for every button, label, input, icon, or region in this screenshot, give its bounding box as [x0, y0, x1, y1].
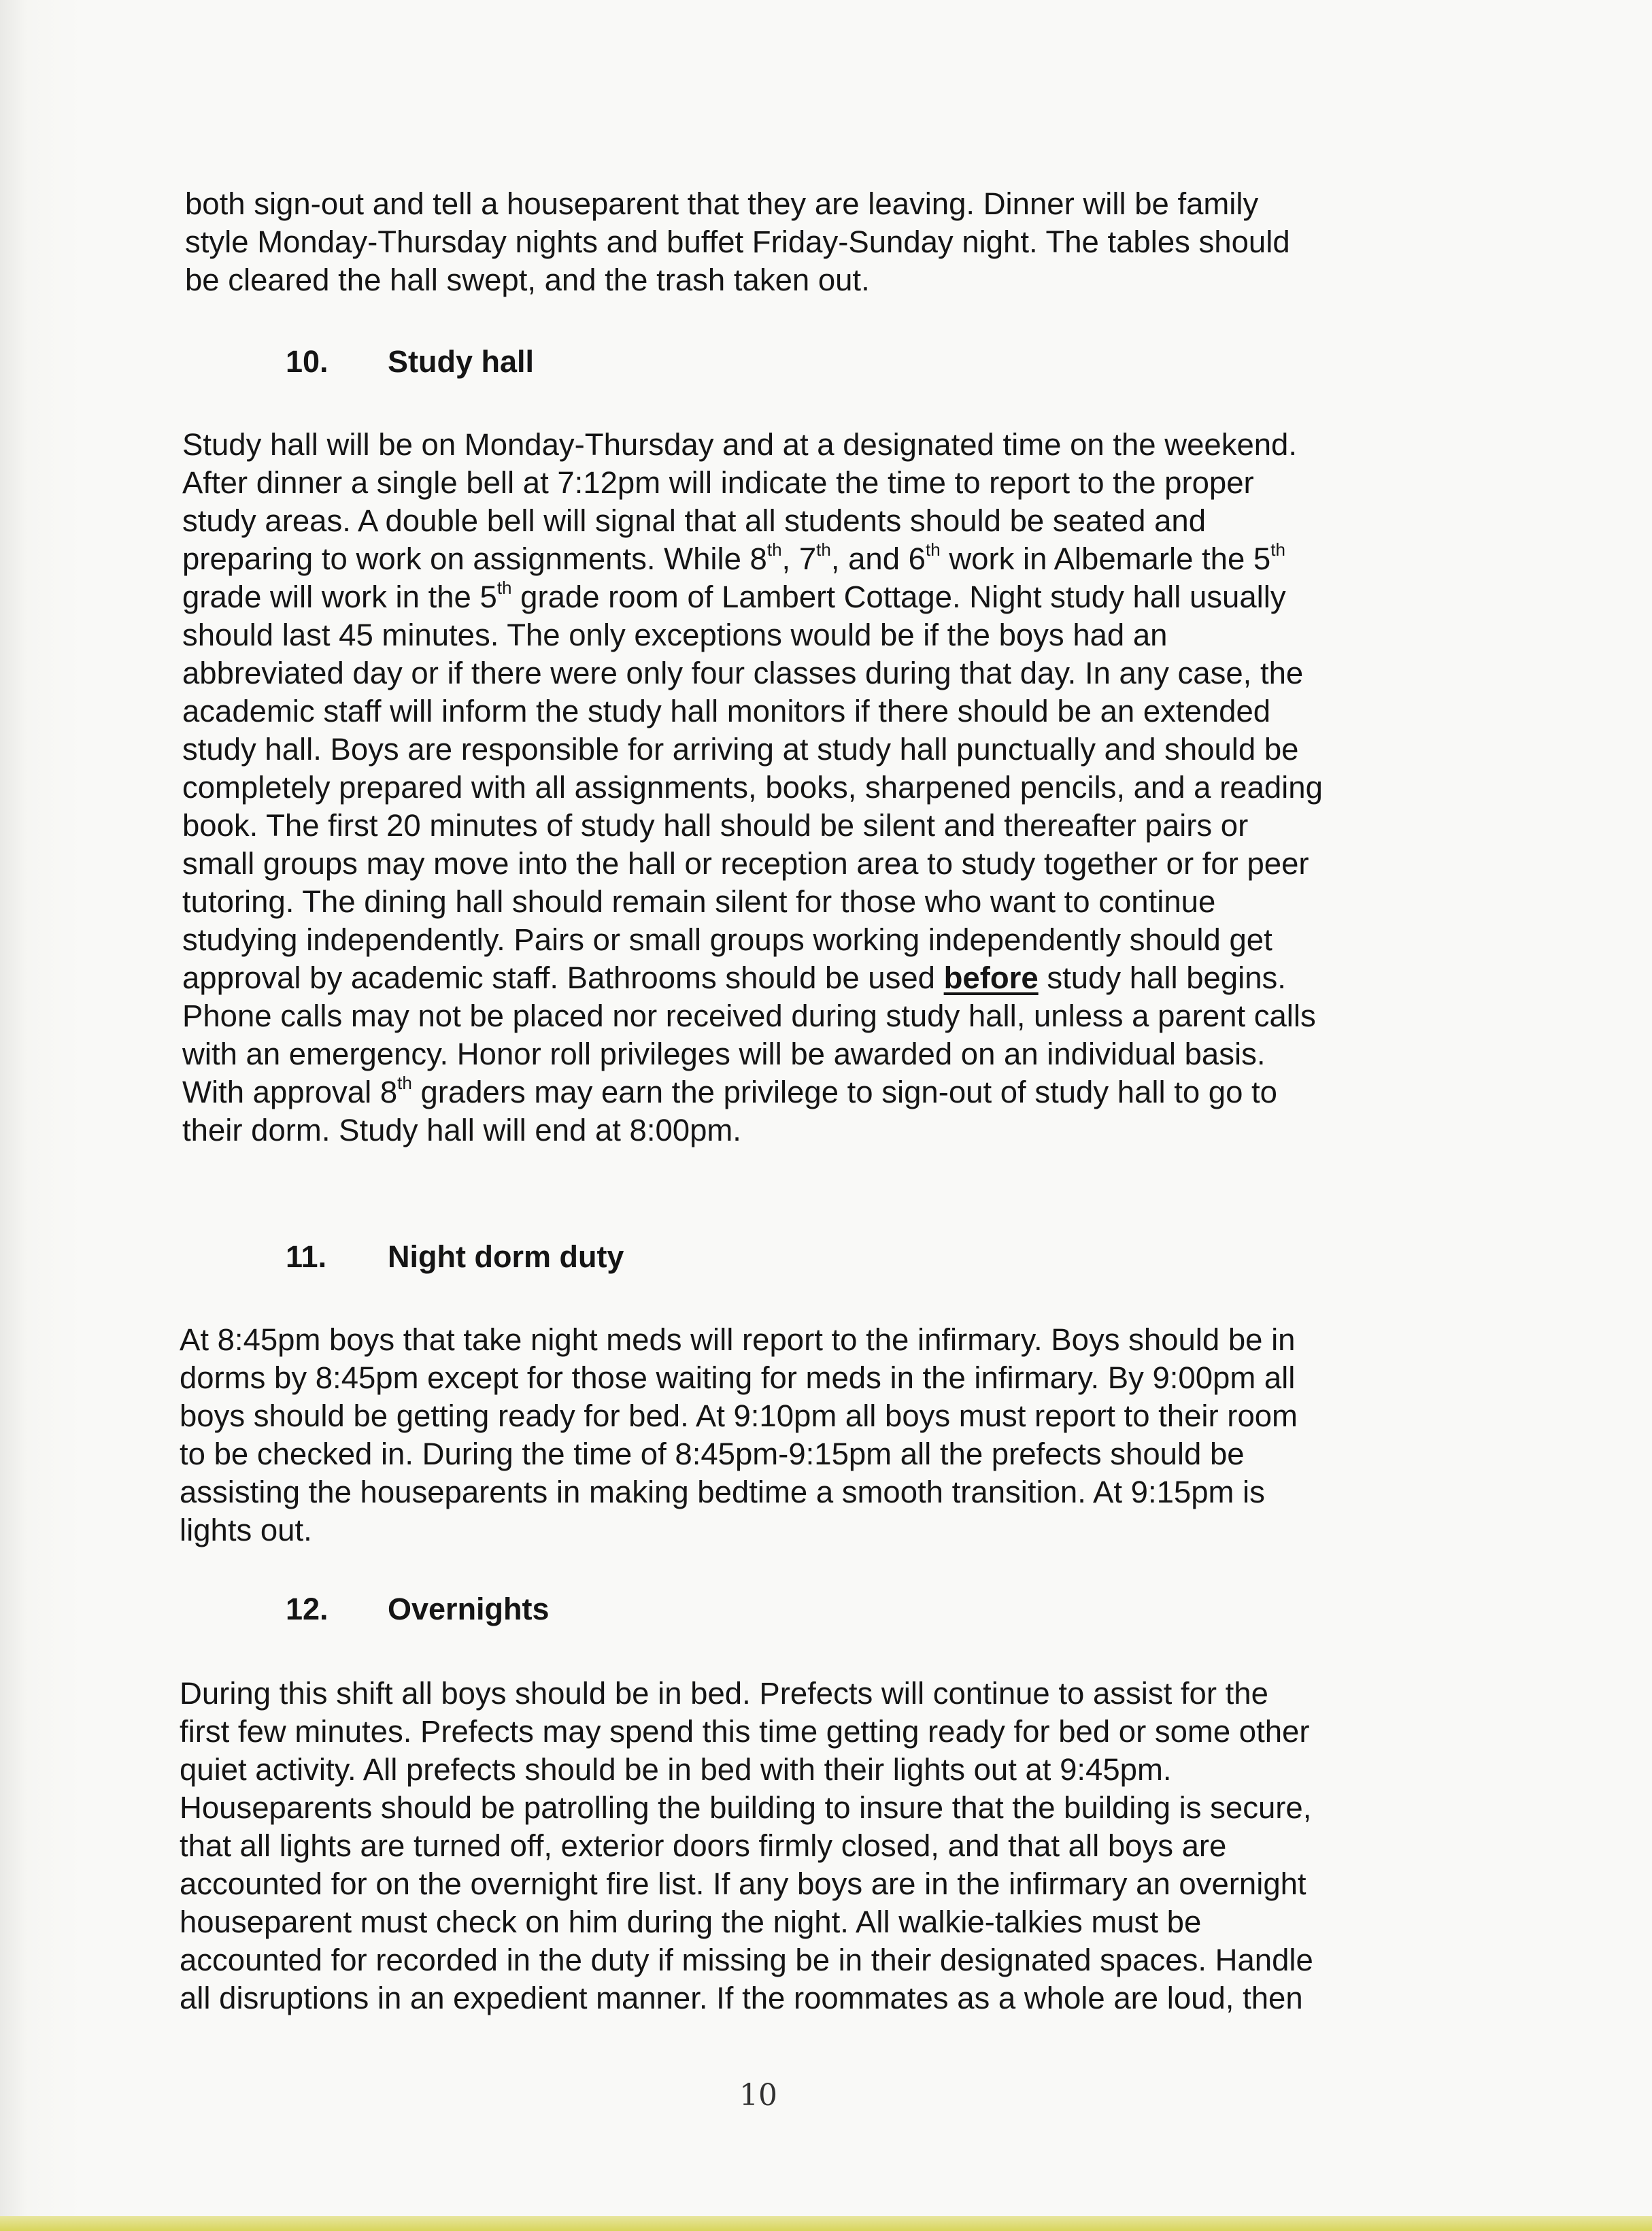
- text-line: [182, 578, 1323, 616]
- text-line: to be checked in. During the time of 8:45pm-9:15pm all the prefects should be: [180, 1437, 1245, 1471]
- section-title: Night dorm duty: [388, 1239, 624, 1274]
- text-segment: study hall begins.: [1038, 960, 1286, 995]
- superscript: th: [816, 539, 831, 560]
- text-segment: With approval 8: [182, 1075, 398, 1109]
- section-11-paragraph: [180, 1321, 1298, 1549]
- emphasized-word: before: [943, 960, 1039, 995]
- section-title: Overnights: [388, 1592, 550, 1626]
- text-line: both sign-out and tell a houseparent that they are leaving. Dinner will be family: [185, 186, 1259, 221]
- text-segment: preparing to work on assignments. While 8: [182, 541, 767, 576]
- text-line: quiet activity. All prefects should be in bed with their lights out at 9:45pm.: [180, 1752, 1172, 1787]
- text-line: accounted for recorded in the duty if missing be in their designated spaces. Handle: [180, 1943, 1313, 1977]
- text-line: Houseparents should be patrolling the building to insure that the building is secure,: [180, 1790, 1312, 1825]
- text-line: dorms by 8:45pm except for those waiting for meds in the infirmary. By 9:00pm all: [180, 1360, 1296, 1395]
- text-line: small groups may move into the hall or reception area to study together or for peer: [182, 846, 1309, 881]
- text-line: their dorm. Study hall will end at 8:00pm.: [182, 1113, 741, 1147]
- text-line: first few minutes. Prefects may spend this time getting ready for bed or some other: [180, 1714, 1310, 1749]
- text-line: that all lights are turned off, exterior doors firmly closed, and that all boys are: [180, 1828, 1227, 1863]
- text-line: accounted for on the overnight fire list. If any boys are in the infirmary an overnight: [180, 1866, 1307, 1901]
- text-line: book. The first 20 minutes of study hall should be silent and thereafter pairs or: [182, 808, 1249, 843]
- text-line: completely prepared with all assignments, books, sharpened pencils, and a reading: [182, 770, 1323, 805]
- section-title: Study hall: [388, 344, 535, 379]
- text-line: study hall. Boys are responsible for arriving at study hall punctually and should be: [182, 732, 1299, 767]
- text-line: style Monday-Thursday nights and buffet Friday-Sunday night. The tables should: [185, 224, 1290, 259]
- text-line: all disruptions in an expedient manner. If the roommates as a whole are loud, then: [180, 1981, 1303, 2015]
- text-line: [182, 540, 1323, 578]
- section-number: 11.: [286, 1239, 327, 1274]
- intro-paragraph: [185, 185, 1290, 299]
- text-line: boys should be getting ready for bed. At 9:10pm all boys must report to their room: [180, 1398, 1298, 1433]
- text-segment: , 7: [781, 541, 817, 576]
- section-11-heading: [286, 1238, 624, 1276]
- section-10-paragraph: [182, 426, 1323, 1150]
- text-segment: grade will work in the 5: [182, 580, 497, 614]
- text-line: studying independently. Pairs or small groups working independently should get: [182, 922, 1272, 957]
- section-12-heading: [286, 1590, 550, 1628]
- superscript: th: [496, 577, 512, 598]
- text-line: assisting the houseparents in making bedtime a smooth transition. At 9:15pm is: [180, 1475, 1265, 1509]
- text-line: Phone calls may not be placed nor received during study hall, unless a parent calls: [182, 999, 1316, 1033]
- text-line: houseparent must check on him during the night. All walkie-talkies must be: [180, 1905, 1202, 1939]
- superscript: th: [1270, 539, 1285, 560]
- text-segment: approval by academic staff. Bathrooms should be used: [182, 960, 944, 995]
- text-line: abbreviated day or if there were only four classes during that day. In any case, the: [182, 656, 1304, 690]
- section-number: 12.: [286, 1592, 328, 1626]
- text-line: During this shift all boys should be in bed. Prefects will continue to assist for the: [180, 1676, 1268, 1711]
- section-10-heading: [286, 343, 534, 381]
- superscript: th: [925, 539, 941, 560]
- superscript: th: [397, 1073, 412, 1093]
- text-segment: graders may earn the privilege to sign-out of study hall to go to: [411, 1075, 1277, 1109]
- text-line: [182, 1073, 1323, 1111]
- text-line: lights out.: [180, 1513, 312, 1547]
- bottom-edge-strip: [0, 2216, 1652, 2231]
- text-line: tutoring. The dining hall should remain silent for those who want to continue: [182, 884, 1216, 919]
- text-line: After dinner a single bell at 7:12pm will indicate the time to report to the proper: [182, 465, 1254, 500]
- text-line: study areas. A double bell will signal that all students should be seated and: [182, 503, 1207, 538]
- text-line: [182, 959, 1323, 997]
- text-line: with an emergency. Honor roll privileges will be awarded on an individual basis.: [182, 1037, 1266, 1071]
- text-segment: work in Albemarle the 5: [940, 541, 1271, 576]
- text-line: At 8:45pm boys that take night meds will report to the infirmary. Boys should be in: [180, 1322, 1296, 1357]
- section-number: 10.: [286, 344, 328, 379]
- text-line: should last 45 minutes. The only exceptions would be if the boys had an: [182, 618, 1168, 652]
- page-number: 10: [739, 2078, 777, 2113]
- superscript: th: [766, 539, 782, 560]
- text-segment: grade room of Lambert Cottage. Night study hall usually: [511, 580, 1286, 614]
- text-segment: , and 6: [830, 541, 926, 576]
- section-12-paragraph: [180, 1675, 1313, 2017]
- text-line: Study hall will be on Monday-Thursday and at a designated time on the weekend.: [182, 427, 1297, 462]
- text-line: academic staff will inform the study hall monitors if there should be an extended: [182, 694, 1271, 728]
- text-line: be cleared the hall swept, and the trash taken out.: [185, 263, 870, 297]
